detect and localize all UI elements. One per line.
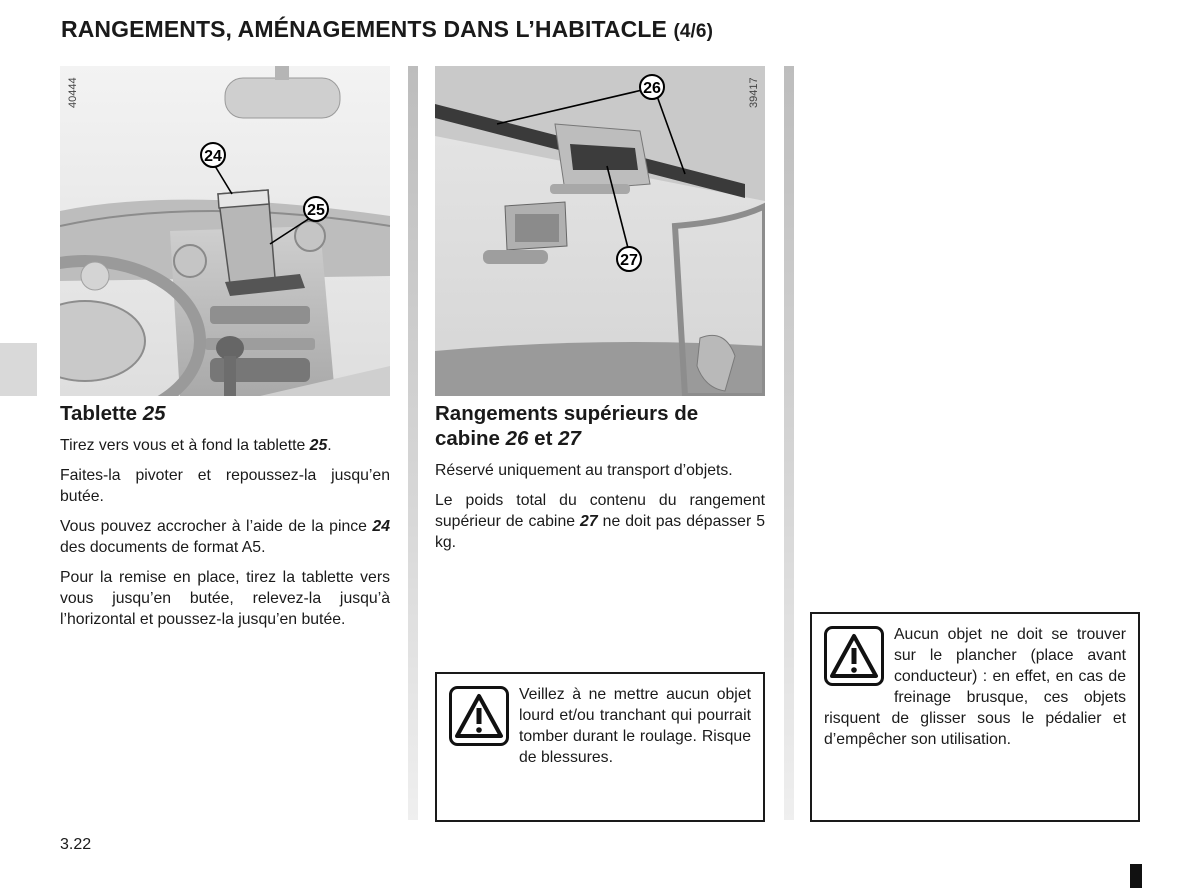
ref-27: 27 xyxy=(580,513,598,530)
figure-code-right: 39417 xyxy=(748,77,760,108)
section-heading-rangements xyxy=(435,401,765,451)
warning-triangle-icon xyxy=(449,686,509,746)
corner-marker xyxy=(1130,864,1142,888)
heading-text: Rangements supérieurs de xyxy=(435,402,699,425)
text-run: des documents de format A5. xyxy=(60,539,266,556)
page-number: 3.22 xyxy=(60,836,92,853)
heading-ref: 26 xyxy=(505,427,529,450)
section-heading-tablette xyxy=(60,401,390,426)
heading-ref: 25 xyxy=(142,402,166,425)
heading-text: cabine xyxy=(435,427,500,450)
ref-25: 25 xyxy=(309,437,328,454)
heading-text: et xyxy=(534,427,553,450)
paragraph: Pour la remise en place, tirez la tablette vers vous jusqu’en butée, relevez-la jusqu’à l’horizontal et poussez-la jusqu’en butée. xyxy=(60,569,390,628)
heading-ref: 27 xyxy=(558,427,581,450)
paragraph xyxy=(60,435,390,456)
figure-code-left: 40444 xyxy=(67,77,79,108)
callout-26: 26 xyxy=(643,80,661,97)
overhead-illustration xyxy=(435,66,765,396)
dashboard-illustration xyxy=(60,66,390,396)
figure-dashboard-tablet xyxy=(60,66,390,396)
text-run: Le poids total du contenu du rangement supérieur de cabine xyxy=(435,492,765,530)
figure-overhead-storage xyxy=(435,66,765,396)
section-tablette xyxy=(60,401,390,639)
column-separator-left xyxy=(408,66,418,820)
text-run: . xyxy=(327,437,332,454)
warning-box-heavy-objects xyxy=(435,672,765,822)
column-separator-right xyxy=(784,66,794,820)
warning-triangle-icon xyxy=(824,626,884,686)
callout-25: 25 xyxy=(307,202,325,219)
text-run: ne doit pas dépasser 5 kg. xyxy=(435,513,766,551)
chapter-tab xyxy=(0,343,37,396)
ref-24: 24 xyxy=(372,518,390,535)
callout-24: 24 xyxy=(204,148,222,165)
warning-box-floor-objects xyxy=(810,612,1140,822)
section-rangements xyxy=(435,401,765,562)
page-title-text: RANGEMENTS, AMÉNAGEMENTS DANS L’HABITACLE xyxy=(61,16,667,42)
paragraph: Faites-la pivoter et repoussez-la jusqu’en butée. xyxy=(60,467,390,505)
text-run: Tirez vers vous et à fond la tablette xyxy=(60,437,306,454)
warning-text: Aucun objet ne doit se trouver sur le plancher (place avant conducteur) : en effet, en cas de freinage brusque, ces objets risquent de glisser sous le pédalier et d’empêcher son utilisation. xyxy=(824,626,1126,748)
callout-27: 27 xyxy=(620,252,638,269)
page-title xyxy=(61,16,713,43)
heading-text: Tablette xyxy=(60,402,138,425)
paragraph: Réservé uniquement au transport d’objets. xyxy=(435,462,733,479)
warning-text: Veillez à ne mettre aucun objet lourd et/ou tranchant qui pourrait tomber durant le roulage. Risque de blessures. xyxy=(519,686,751,766)
page-title-counter: (4/6) xyxy=(673,21,714,42)
text-run: Vous pouvez accrocher à l’aide de la pince xyxy=(60,518,367,535)
paragraph xyxy=(60,516,390,558)
paragraph xyxy=(435,490,765,553)
